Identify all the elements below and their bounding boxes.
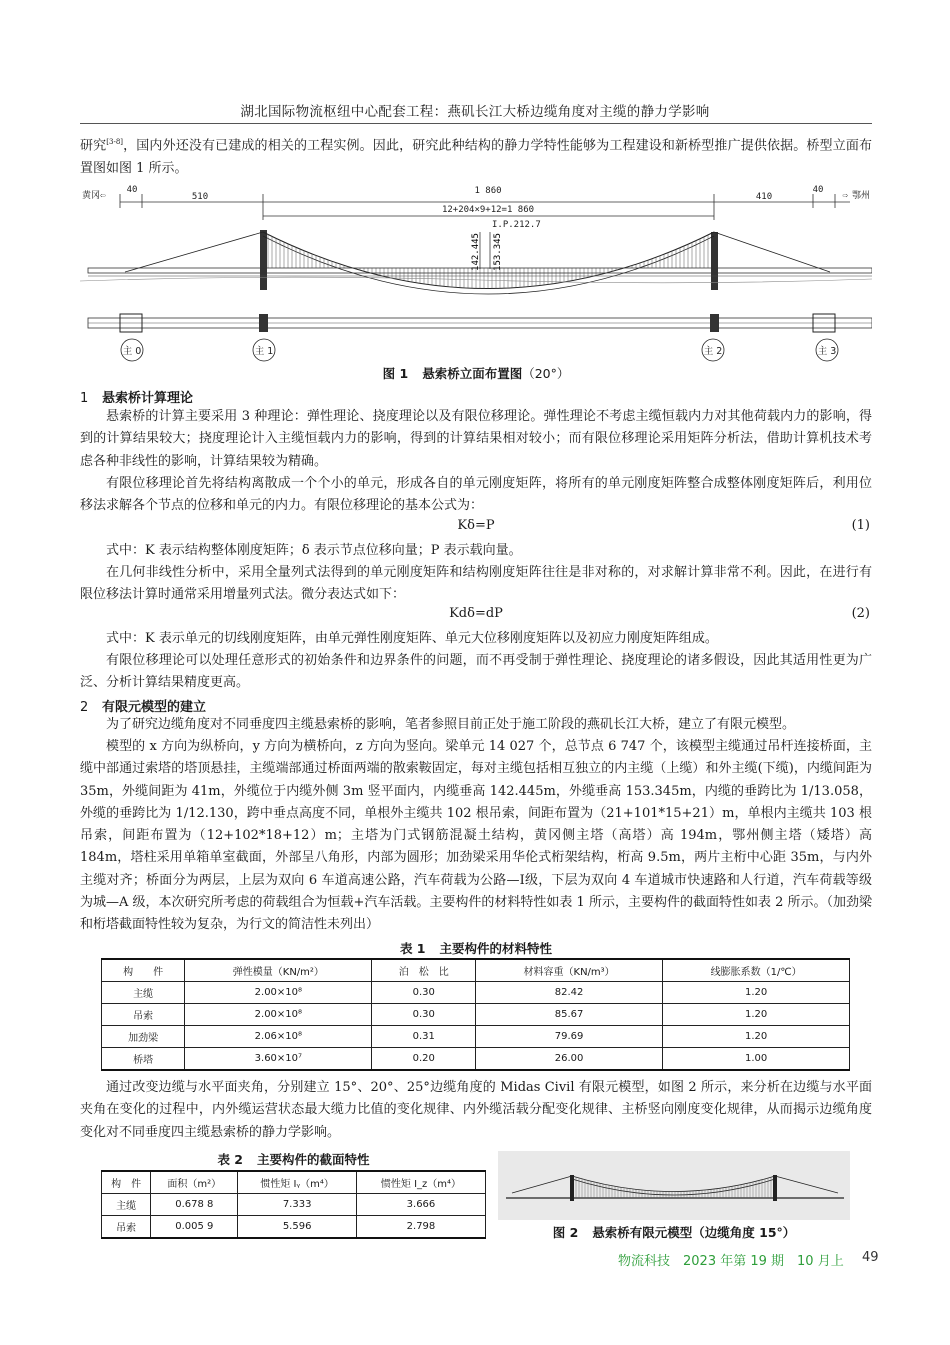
- section-1-paragraph-5: 式中：K 表示单元的切线刚度矩阵，由单元弹性刚度矩阵、单元大位移刚度矩阵以及初应力刚度矩阵组成。: [106, 631, 718, 646]
- table-header: 线膨胀系数（1/℃）: [663, 959, 850, 982]
- tower-right: [711, 232, 718, 290]
- table-row: 主缆 0.678 8 7.333 3.666: [102, 1194, 486, 1216]
- section-2-paragraph-1: 为了研究边缆角度对不同垂度四主缆悬索桥的影响，笔者参照目前正处于施工阶段的燕矶长江大桥，建立了有限元模型。: [106, 717, 796, 732]
- section-1-paragraph-6: 有限位移理论可以处理任意形式的初始条件和边界条件的问题，而不再受制于弹性理论、挠度理论的诸多假设，因此其适用性更为广泛、分析计算结果精度更高。: [80, 653, 872, 691]
- table-row: 吊索 2.00×10⁸ 0.30 85.67 1.20: [102, 1004, 850, 1026]
- section-2-paragraph-2: 模型的 x 方向为纵桥向，y 方向为横桥向，z 方向为竖向。梁单元 14 027 个，总节点 6 747 个，该模型主缆通过吊杆连接桥面，主缆中部通过索塔的塔顶悬挂，主缆端部通过桥面两端的散索鞍固定，每对主缆包括相互独立的内主缆（上缆）和外主缆(下缆)，内缆间距为 35m，外缆间距为 41m，外缆位于内缆外侧 3m 竖平面内，内缆垂高 142.445m，外缆垂高 153.345m，内缆的垂跨比为 1/13.058，外缆的垂跨比为 1/12.130，跨中垂点高度不同，单根外主缆共 102 根吊索，间距布置为（21+101*15+21）m，单根内主缆共 103 根吊索，间距布置为（12+102*18+12）m；主塔为门式钢筋混凝土结构，黄冈侧主塔（高塔）高 194m，鄂州侧主塔（矮塔）高 184m，塔柱采用单箱单室截面，外部呈八角形，内部为圆形；加劲梁采用华伦式桁架结构，桁高 9.5m，两片主桁中心距 35m，与内外主缆对齐；桥面分为两层，上层为双向 6 车道高速公路，汽车荷载为公路—Ⅰ级，下层为双向 4 车道城市快速路和人行道，汽车荷载等级为城—A 级，本次研究所考虑的荷载组合为恒载+汽车活载。主要构件的材料特性如表 1 所示，主要构件的截面特性如表 2 所示。（加劲梁和桁塔截面特性较为复杂，为行文的简洁性未列出）: [80, 739, 872, 933]
- table-header: 泊 松 比: [372, 959, 476, 982]
- page-number: 49: [862, 1250, 879, 1265]
- dim-formula: 12+204×9+12=1 860: [441, 205, 535, 215]
- table-header: 构 件: [102, 959, 185, 982]
- pier-label-2: 主 2: [703, 346, 723, 357]
- table-2-caption: 表 2 主要构件的截面特性: [217, 1152, 370, 1167]
- dim-40-left: 40: [126, 185, 138, 195]
- tower-left: [260, 230, 267, 290]
- table-header: 弹性模量（KN/m²）: [185, 959, 372, 982]
- table-header: 惯性矩 I_z（m⁴）: [356, 1171, 485, 1194]
- pier-label-3: 主 3: [817, 346, 837, 357]
- pier-label-1: 主 1: [254, 346, 274, 357]
- citation-ref: [3-8]: [106, 138, 124, 146]
- right-end-label: 鄂州: [851, 191, 870, 201]
- table-row: 桥塔 3.60×10⁷ 0.20 26.00 1.00: [102, 1048, 850, 1071]
- section-2-heading: 2 有限元模型的建立: [80, 700, 207, 715]
- sag-outer-label: 153.345: [493, 233, 503, 271]
- figure-2-caption: 图 2 悬索桥有限元模型（边缆角度 15°）: [552, 1225, 796, 1240]
- figure-2-fe-model: [498, 1151, 850, 1220]
- section-2-paragraph-3: 通过改变边缆与水平面夹角，分别建立 15°、20°、25°边缆角度的 Midas Civil 有限元模型，如图 2 所示，来分析在边缆与水平面夹角在变化的过程中，内外缆运营状态最大缆力比值的变化规律、内外缆活载分配变化规律、主桥竖向刚度变化规律，从而揭示边缆角度变化对不同垂度四主缆悬索桥的静力学影响。: [80, 1080, 872, 1140]
- header-rule: [80, 123, 872, 124]
- table-row: 主缆 2.00×10⁸ 0.30 82.42 1.20: [102, 982, 850, 1004]
- svg-text:⇦: ⇦: [100, 191, 106, 201]
- table-header: 材料容重（KN/m³）: [476, 959, 663, 982]
- table-header: 惯性矩 Iᵧ（m⁴）: [238, 1171, 357, 1194]
- table-header-row: [102, 1171, 486, 1194]
- section-1-paragraph-4: 在几何非线性分析中，采用全量列式法得到的单元刚度矩阵和结构刚度矩阵往往是非对称的，对求解计算非常不利。因此，在进行有限位移法计算时通常采用增量列式法。微分表达式如下：: [80, 565, 872, 603]
- figure-1-bridge-elevation: [80, 180, 872, 365]
- dim-1860: 1 860: [474, 186, 502, 196]
- section-1-paragraph-1: 悬索桥的计算主要采用 3 种理论：弹性理论、挠度理论以及有限位移理论。弹性理论不考虑主缆恒载内力对其他荷载内力的影响，得到的计算结果较大；挠度理论计入主缆恒载内力的影响，得到的计算结果相对较小；而有限位移理论采用矩阵分析法，借助计算机技术考虑各种非线性的影响，计算结果较为精确。: [80, 409, 872, 469]
- table-2-section-properties: [101, 1170, 486, 1239]
- table-header: 构 件: [102, 1171, 151, 1194]
- pier-label-0: 主 0: [122, 346, 142, 357]
- section-1-paragraph-3: 式中：K 表示结构整体刚度矩阵；δ 表示节点位移向量；P 表示载向量。: [106, 543, 522, 558]
- svg-text:⇨: ⇨: [842, 191, 848, 201]
- section-1-heading: 1 悬索桥计算理论: [80, 391, 194, 406]
- table-row: 加劲梁 2.06×10⁸ 0.31 79.69 1.20: [102, 1026, 850, 1048]
- left-end-label: 黄冈: [82, 191, 101, 201]
- dim-40-right: 40: [812, 185, 824, 195]
- table-1-caption: 表 1 主要构件的材料特性: [399, 941, 553, 956]
- journal-footer: 物流科技 2023 年第 19 期 10 月上: [618, 1254, 844, 1269]
- intro-paragraph: 研究[3-8]，国内外还没有已建成的相关的工程实例。因此，研究此种结构的静力学特性能够为工程建设和新桥型推广提供依据。桥型立面布置图如图 1 所示。: [80, 138, 872, 176]
- table-header-row: [102, 959, 850, 982]
- equation-2: Kdδ=dP (2): [449, 606, 870, 621]
- table-1-material-properties: [101, 958, 850, 1071]
- section-1-paragraph-2: 有限位移理论首先将结构离散成一个个小的单元，形成各自的单元刚度矩阵，将所有的单元刚度矩阵整合成整体刚度矩阵后，利用位移法求解各个节点的位移和单元的内力。有限位移理论的基本公式为：: [80, 476, 872, 514]
- figure-1-caption: 图 1 悬索桥立面布置图（20°）: [382, 366, 570, 381]
- running-header: 湖北国际物流枢纽中心配套工程：燕矶长江大桥边缆角度对主缆的静力学影响: [240, 104, 710, 120]
- table-header: 面积（m²）: [151, 1171, 238, 1194]
- dim-510: 510: [191, 192, 209, 202]
- dim-410: 410: [755, 192, 773, 202]
- table-row: 吊索 0.005 9 5.596 2.798: [102, 1216, 486, 1239]
- equation-1: Kδ=P (1): [457, 518, 870, 533]
- ip-label: I.P.212.7: [492, 220, 541, 230]
- sag-inner-label: 142.445: [471, 233, 481, 271]
